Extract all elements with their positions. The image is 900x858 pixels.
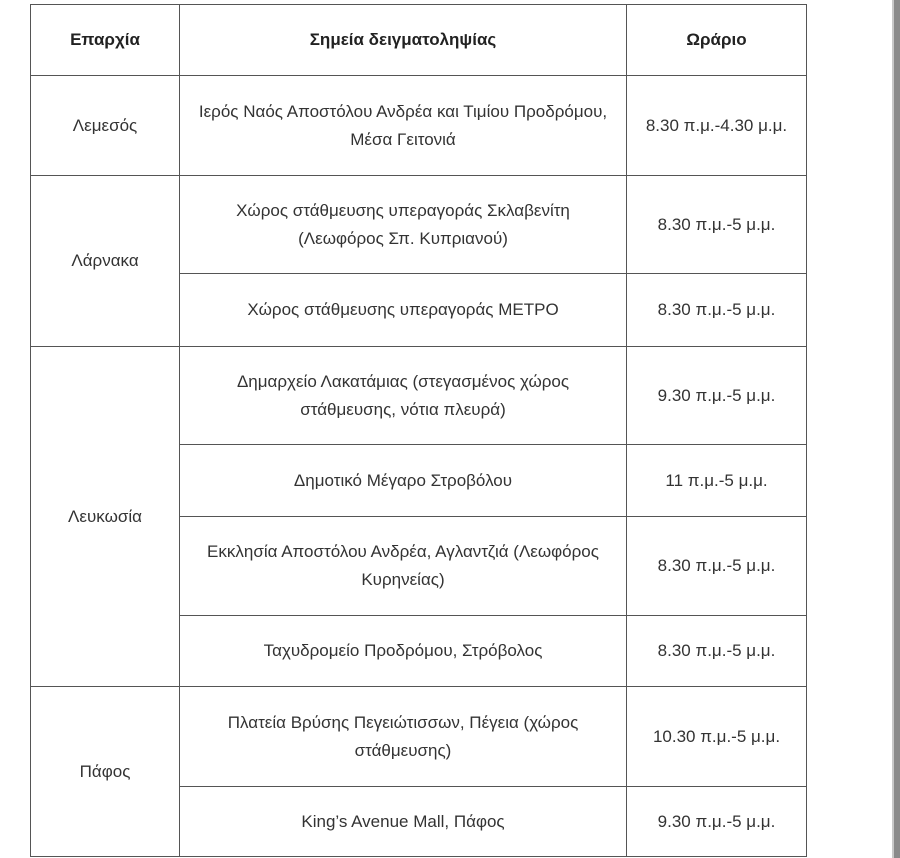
sampling-points-table [30, 4, 807, 857]
hours-cell: 8.30 π.μ.-5 μ.μ. [627, 274, 807, 347]
table-header-row [31, 5, 807, 76]
hours-cell: 9.30 π.μ.-5 μ.μ. [627, 787, 807, 857]
region-cell-larnaca: Λάρνακα [31, 176, 180, 347]
page-edge [894, 0, 900, 858]
location-cell: Ιερός Ναός Αποστόλου Ανδρέα και Τιμίου Προδρόμου, Μέσα Γειτονιά [180, 76, 627, 176]
table-row [31, 347, 807, 445]
region-cell-limassol: Λεμεσός [31, 76, 180, 176]
table-row [31, 176, 807, 274]
region-cell-nicosia: Λευκωσία [31, 347, 180, 687]
location-cell: Δημαρχείο Λακατάμιας (στεγασμένος χώρος στάθμευσης, νότια πλευρά) [180, 347, 627, 445]
location-cell: Χώρος στάθμευσης υπεραγοράς ΜΕΤΡΟ [180, 274, 627, 347]
header-location: Σημεία δειγματοληψίας [180, 5, 627, 76]
hours-cell: 8.30 π.μ.-5 μ.μ. [627, 517, 807, 616]
location-cell: Χώρος στάθμευσης υπεραγοράς Σκλαβενίτη (Λεωφόρος Σπ. Κυπριανού) [180, 176, 627, 274]
location-cell: Ταχυδρομείο Προδρόμου, Στρόβολος [180, 616, 627, 687]
location-cell: Εκκλησία Αποστόλου Ανδρέα, Αγλαντζιά (Λεωφόρος Κυρηνείας) [180, 517, 627, 616]
header-region: Επαρχία [31, 5, 180, 76]
hours-cell: 8.30 π.μ.-5 μ.μ. [627, 176, 807, 274]
hours-cell: 10.30 π.μ.-5 μ.μ. [627, 687, 807, 787]
region-cell-paphos: Πάφος [31, 687, 180, 857]
location-cell: Πλατεία Βρύσης Πεγειώτισσων, Πέγεια (χώρος στάθμευσης) [180, 687, 627, 787]
location-cell: Δημοτικό Μέγαρο Στροβόλου [180, 445, 627, 517]
header-hours: Ωράριο [627, 5, 807, 76]
hours-cell: 11 π.μ.-5 μ.μ. [627, 445, 807, 517]
location-cell: King’s Avenue Mall, Πάφος [180, 787, 627, 857]
table-row [31, 687, 807, 787]
hours-cell: 8.30 π.μ.-4.30 μ.μ. [627, 76, 807, 176]
table-row [31, 76, 807, 176]
hours-cell: 8.30 π.μ.-5 μ.μ. [627, 616, 807, 687]
hours-cell: 9.30 π.μ.-5 μ.μ. [627, 347, 807, 445]
